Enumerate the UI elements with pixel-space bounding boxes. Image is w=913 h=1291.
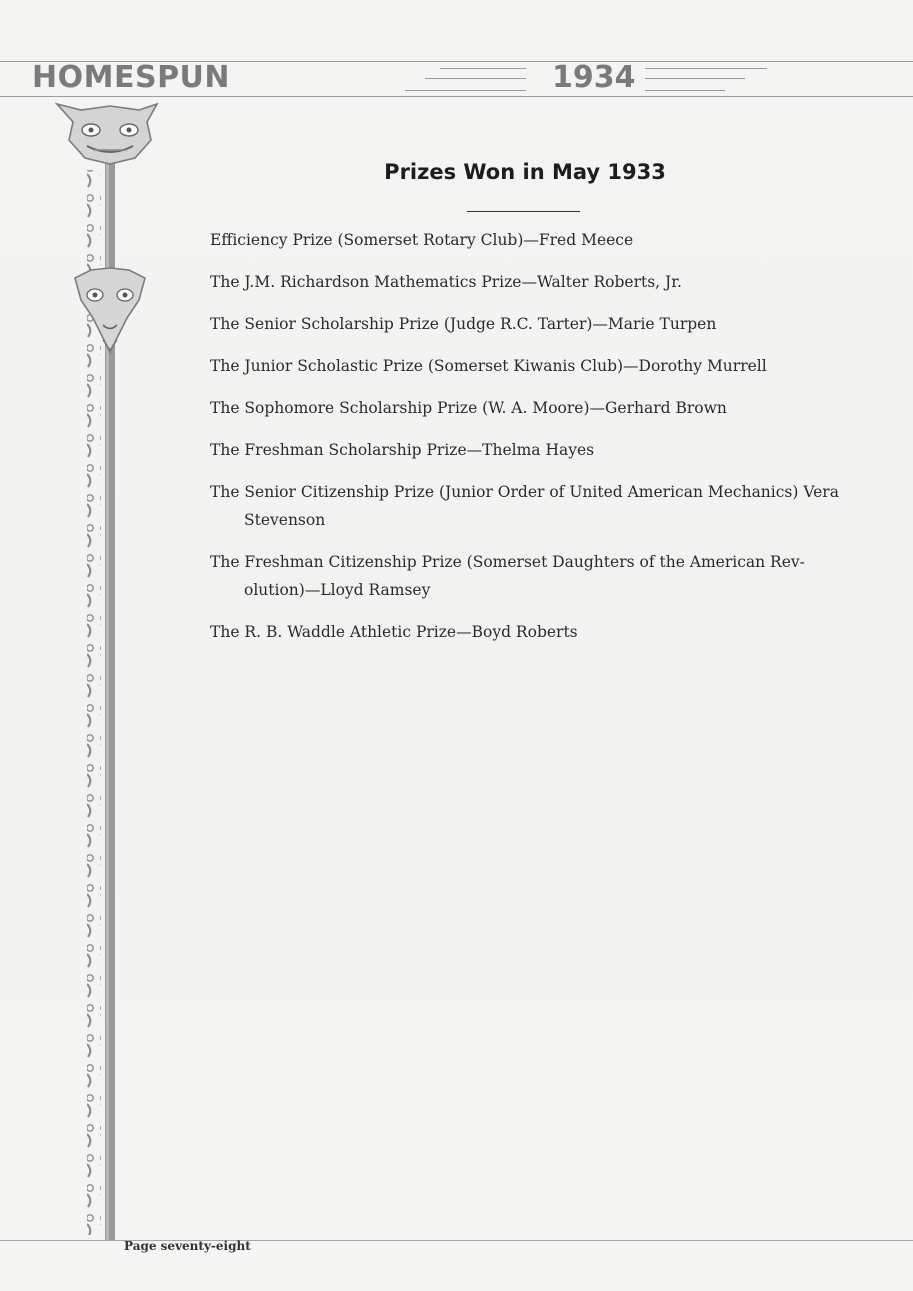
prize-item: The R. B. Waddle Athletic Prize—Boyd Roberts: [210, 623, 578, 641]
page-heading: Prizes Won in May 1933: [384, 160, 666, 184]
prize-item: The Sophomore Scholarship Prize (W. A. Moore)—Gerhard Brown: [210, 399, 727, 417]
prize-item: Efficiency Prize (Somerset Rotary Club)—Fred Meece: [210, 231, 634, 249]
prize-item: The Freshman Citizenship Prize (Somerset Daughters of the American Rev-olution)—Lloyd Ramsey: [210, 553, 805, 599]
prize-list: [210, 226, 850, 660]
year-deco-line-right-3: [645, 90, 725, 91]
header-title: HOMESPUN: [32, 60, 231, 95]
year-deco-line-left-1: [440, 68, 526, 69]
totem-pole-illustration: [55, 100, 165, 1240]
page-number-label: Page seventy-eight: [124, 1239, 251, 1253]
year-deco-line-right-1: [645, 68, 767, 69]
prize-item: The Freshman Scholarship Prize—Thelma Hayes: [210, 441, 595, 459]
year-deco-line-left-2: [425, 78, 526, 79]
header-bottom-rule: [0, 96, 913, 97]
prize-item: The J.M. Richardson Mathematics Prize—Walter Roberts, Jr.: [210, 273, 682, 291]
year-deco-line-left-3: [405, 90, 526, 91]
prize-item: The Senior Citizenship Prize (Junior Order of United American Mechanics) Vera Stevenson: [210, 483, 839, 529]
prize-item: The Senior Scholarship Prize (Judge R.C. Tarter)—Marie Turpen: [210, 315, 717, 333]
year-deco-line-right-2: [645, 78, 745, 79]
prize-item: The Junior Scholastic Prize (Somerset Kiwanis Club)—Dorothy Murrell: [210, 357, 767, 375]
heading-underline: [467, 211, 580, 212]
header-year: 1934: [552, 60, 636, 95]
